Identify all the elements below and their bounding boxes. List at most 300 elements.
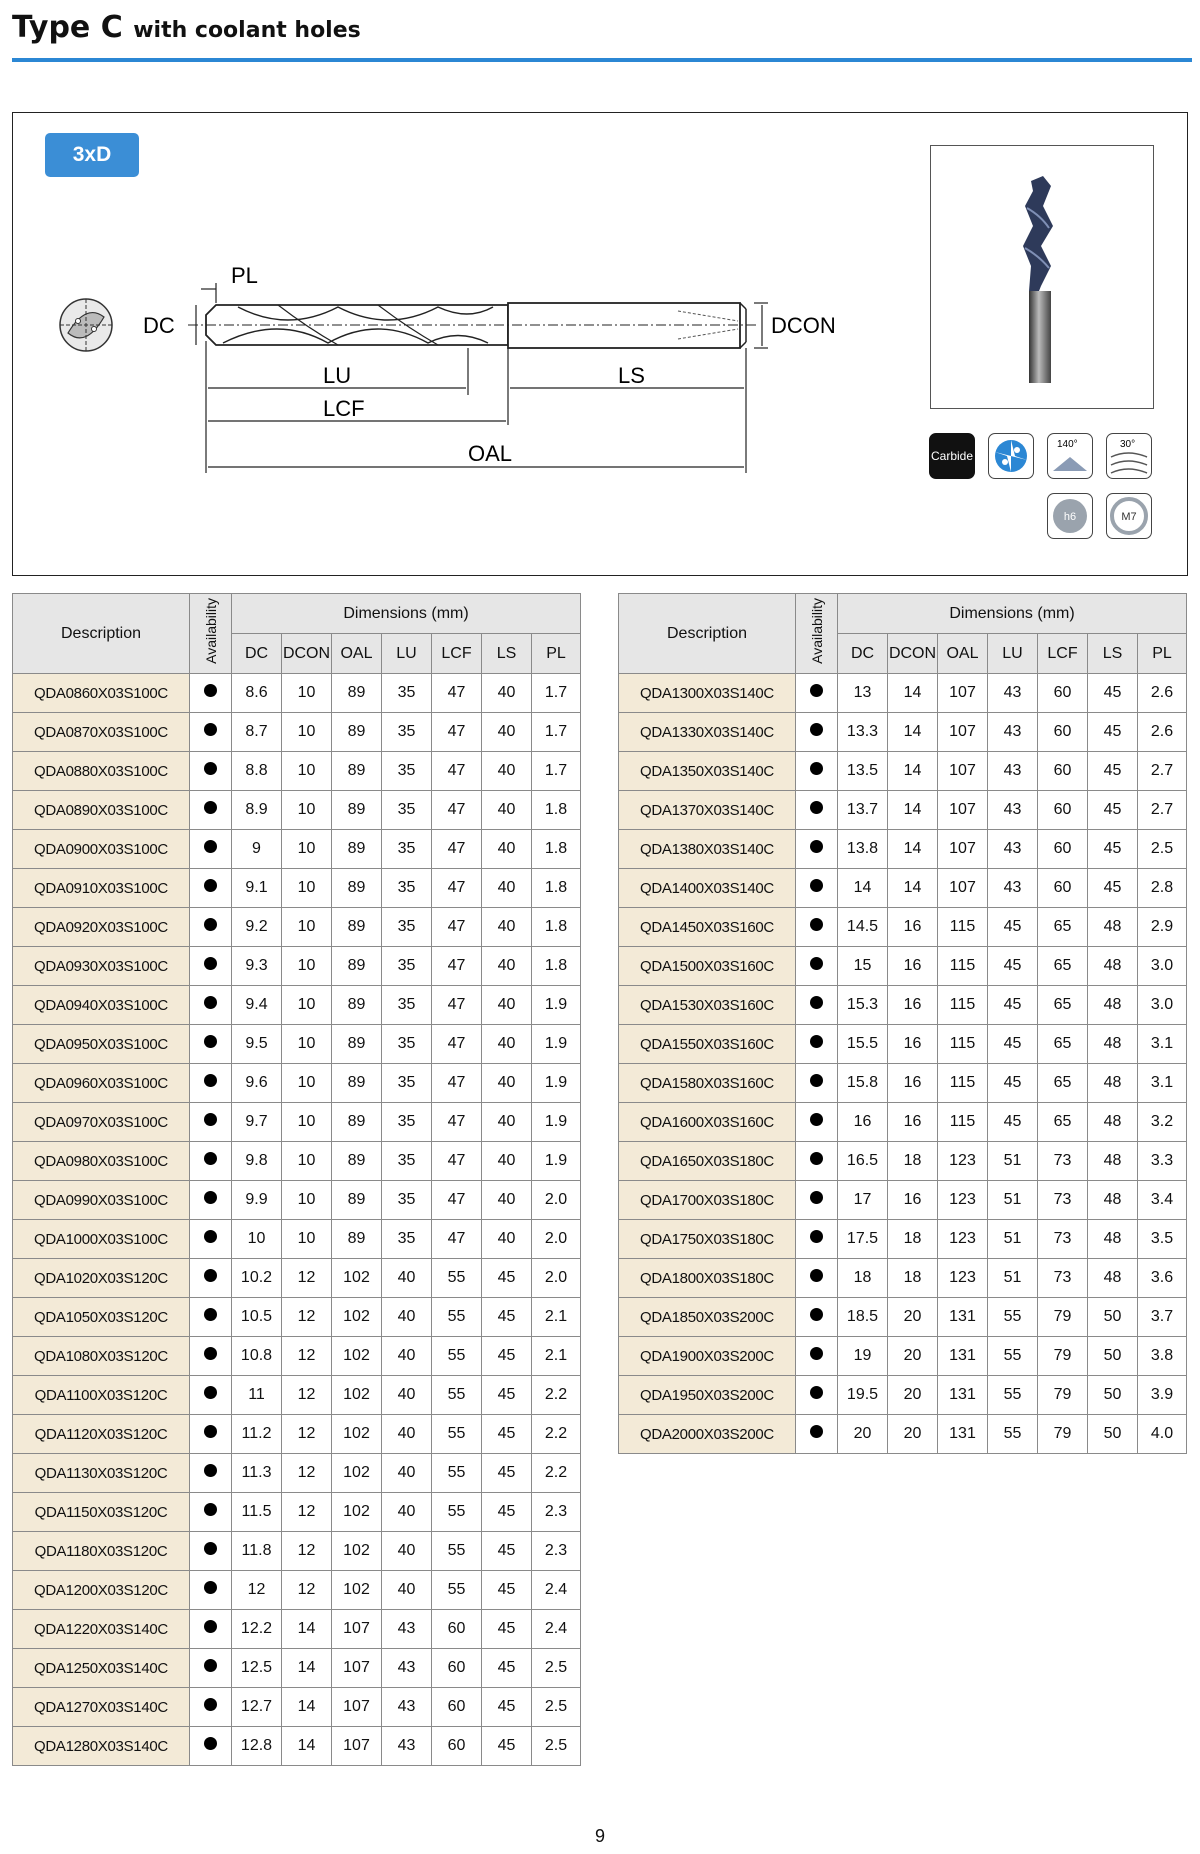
cell-dc: 11.2 xyxy=(232,1415,282,1454)
cell-ls: 45 xyxy=(482,1688,532,1727)
cell-ls: 45 xyxy=(482,1610,532,1649)
cell-pl: 1.9 xyxy=(532,1064,581,1103)
header-lcf: LCF xyxy=(1038,634,1088,674)
cell-ls: 40 xyxy=(482,674,532,713)
availability-dot-icon xyxy=(204,918,217,931)
availability-dot-icon xyxy=(204,1737,217,1750)
cell-dcon: 10 xyxy=(282,1181,332,1220)
cell-dc: 13.3 xyxy=(838,713,888,752)
cell-description: QDA0920X03S100C xyxy=(13,908,190,947)
availability-dot-icon xyxy=(204,1269,217,1282)
cell-lcf: 47 xyxy=(432,908,482,947)
cell-lcf: 73 xyxy=(1038,1220,1088,1259)
header-availability xyxy=(190,594,232,674)
cell-dcon: 10 xyxy=(282,830,332,869)
cell-ls: 45 xyxy=(482,1649,532,1688)
cell-availability xyxy=(796,1181,838,1220)
cell-lcf: 47 xyxy=(432,830,482,869)
cell-dcon: 14 xyxy=(888,752,938,791)
table-row xyxy=(13,1727,581,1766)
cell-dcon: 18 xyxy=(888,1259,938,1298)
cell-dc: 11 xyxy=(232,1376,282,1415)
cell-lcf: 47 xyxy=(432,1220,482,1259)
cell-pl: 3.8 xyxy=(1138,1337,1187,1376)
hole-tolerance-label: M7 xyxy=(1121,511,1137,523)
cell-pl: 1.7 xyxy=(532,713,581,752)
cell-lu: 43 xyxy=(988,830,1038,869)
cell-dc: 9.2 xyxy=(232,908,282,947)
cell-dcon: 16 xyxy=(888,1103,938,1142)
table-row xyxy=(619,791,1187,830)
cell-dc: 8.9 xyxy=(232,791,282,830)
cell-oal: 102 xyxy=(332,1415,382,1454)
cell-dcon: 14 xyxy=(888,869,938,908)
cell-oal: 89 xyxy=(332,869,382,908)
availability-dot-icon xyxy=(810,801,823,814)
header-lu: LU xyxy=(382,634,432,674)
cell-dcon: 10 xyxy=(282,791,332,830)
cell-availability xyxy=(190,1415,232,1454)
cell-lcf: 79 xyxy=(1038,1298,1088,1337)
table-row xyxy=(13,869,581,908)
table-row xyxy=(13,1454,581,1493)
cell-ls: 45 xyxy=(482,1298,532,1337)
cell-lu: 35 xyxy=(382,986,432,1025)
availability-dot-icon xyxy=(204,1191,217,1204)
cell-description: QDA1150X03S120C xyxy=(13,1493,190,1532)
cell-lcf: 60 xyxy=(1038,830,1088,869)
cell-availability xyxy=(796,986,838,1025)
cell-pl: 2.5 xyxy=(532,1649,581,1688)
cell-oal: 102 xyxy=(332,1298,382,1337)
cell-lu: 45 xyxy=(988,1103,1038,1142)
availability-dot-icon xyxy=(204,1074,217,1087)
cell-oal: 102 xyxy=(332,1571,382,1610)
cell-pl: 2.3 xyxy=(532,1532,581,1571)
cell-lu: 35 xyxy=(382,1064,432,1103)
availability-dot-icon xyxy=(810,762,823,775)
cell-lu: 40 xyxy=(382,1415,432,1454)
cell-lcf: 60 xyxy=(1038,674,1088,713)
cell-availability xyxy=(190,1727,232,1766)
cell-oal: 89 xyxy=(332,1025,382,1064)
table-row xyxy=(619,1259,1187,1298)
cell-dc: 13.5 xyxy=(838,752,888,791)
cell-pl: 2.2 xyxy=(532,1454,581,1493)
availability-dot-icon xyxy=(204,957,217,970)
cell-dcon: 12 xyxy=(282,1532,332,1571)
cell-lu: 55 xyxy=(988,1337,1038,1376)
availability-dot-icon xyxy=(810,840,823,853)
cell-dcon: 10 xyxy=(282,674,332,713)
shank-tolerance-icon xyxy=(1047,493,1093,539)
cell-dcon: 20 xyxy=(888,1337,938,1376)
cell-ls: 48 xyxy=(1088,908,1138,947)
cell-lu: 51 xyxy=(988,1142,1038,1181)
availability-dot-icon xyxy=(204,1152,217,1165)
table-row xyxy=(13,1610,581,1649)
cell-lcf: 65 xyxy=(1038,1103,1088,1142)
cell-lu: 35 xyxy=(382,1220,432,1259)
table-row xyxy=(13,1259,581,1298)
cell-lu: 51 xyxy=(988,1259,1038,1298)
cell-dcon: 14 xyxy=(282,1649,332,1688)
cell-dc: 9.4 xyxy=(232,986,282,1025)
cell-oal: 115 xyxy=(938,986,988,1025)
cell-availability xyxy=(190,947,232,986)
cell-availability xyxy=(796,752,838,791)
cell-oal: 115 xyxy=(938,1064,988,1103)
cell-oal: 89 xyxy=(332,1142,382,1181)
cell-availability xyxy=(190,830,232,869)
availability-dot-icon xyxy=(204,996,217,1009)
cell-lu: 45 xyxy=(988,1064,1038,1103)
cell-dcon: 14 xyxy=(282,1610,332,1649)
cell-oal: 102 xyxy=(332,1454,382,1493)
cell-oal: 89 xyxy=(332,908,382,947)
availability-dot-icon xyxy=(810,1347,823,1360)
availability-dot-icon xyxy=(204,840,217,853)
cell-ls: 48 xyxy=(1088,947,1138,986)
cell-ls: 40 xyxy=(482,986,532,1025)
cell-dcon: 10 xyxy=(282,1142,332,1181)
cell-dcon: 10 xyxy=(282,947,332,986)
cell-description: QDA1380X03S140C xyxy=(619,830,796,869)
page-header xyxy=(12,8,1192,64)
table-row xyxy=(619,1376,1187,1415)
cell-dcon: 12 xyxy=(282,1493,332,1532)
cell-lu: 55 xyxy=(988,1298,1038,1337)
cell-dc: 9.5 xyxy=(232,1025,282,1064)
cell-dc: 12.8 xyxy=(232,1727,282,1766)
cell-lcf: 47 xyxy=(432,1181,482,1220)
cell-lu: 35 xyxy=(382,674,432,713)
header-availability xyxy=(796,594,838,674)
cell-pl: 2.5 xyxy=(532,1727,581,1766)
cell-ls: 40 xyxy=(482,1064,532,1103)
availability-label: Availability xyxy=(808,598,825,664)
ratio-badge: 3xD xyxy=(45,133,139,177)
cell-lu: 43 xyxy=(988,791,1038,830)
cell-pl: 2.0 xyxy=(532,1259,581,1298)
cell-lu: 45 xyxy=(988,908,1038,947)
availability-dot-icon xyxy=(204,1035,217,1048)
cell-dc: 9.1 xyxy=(232,869,282,908)
availability-dot-icon xyxy=(204,1386,217,1399)
cell-lu: 43 xyxy=(988,869,1038,908)
page-number: 9 xyxy=(594,1826,605,1846)
cell-lu: 43 xyxy=(988,674,1038,713)
cell-description: QDA1350X03S140C xyxy=(619,752,796,791)
title-divider xyxy=(12,58,1192,62)
cell-dcon: 10 xyxy=(282,1025,332,1064)
cell-dcon: 12 xyxy=(282,1298,332,1337)
cell-availability xyxy=(796,1064,838,1103)
cell-description: QDA1120X03S120C xyxy=(13,1415,190,1454)
availability-dot-icon xyxy=(204,1659,217,1672)
cell-ls: 40 xyxy=(482,908,532,947)
availability-dot-icon xyxy=(204,1425,217,1438)
cell-pl: 1.8 xyxy=(532,908,581,947)
cell-dcon: 14 xyxy=(888,830,938,869)
cell-availability xyxy=(190,1025,232,1064)
cell-dc: 12 xyxy=(232,1571,282,1610)
cell-pl: 2.2 xyxy=(532,1376,581,1415)
cell-dc: 10.2 xyxy=(232,1259,282,1298)
cell-pl: 3.7 xyxy=(1138,1298,1187,1337)
cell-pl: 3.9 xyxy=(1138,1376,1187,1415)
cell-dcon: 18 xyxy=(888,1220,938,1259)
cell-ls: 45 xyxy=(1088,752,1138,791)
availability-dot-icon xyxy=(810,1269,823,1282)
header-oal: OAL xyxy=(332,634,382,674)
cell-description: QDA1370X03S140C xyxy=(619,791,796,830)
cell-lu: 40 xyxy=(382,1337,432,1376)
cell-oal: 102 xyxy=(332,1376,382,1415)
table-row xyxy=(13,713,581,752)
cell-dc: 12.2 xyxy=(232,1610,282,1649)
table-row xyxy=(13,752,581,791)
cell-oal: 107 xyxy=(938,830,988,869)
cell-dc: 20 xyxy=(838,1415,888,1454)
cell-pl: 1.8 xyxy=(532,869,581,908)
cell-availability xyxy=(796,1415,838,1454)
label-oal: OAL xyxy=(468,441,513,466)
cell-availability xyxy=(190,1259,232,1298)
header-dcon: DCON xyxy=(888,634,938,674)
drill-spec-panel xyxy=(12,112,1188,576)
cell-description: QDA0860X03S100C xyxy=(13,674,190,713)
cell-dcon: 18 xyxy=(888,1142,938,1181)
cell-pl: 2.4 xyxy=(532,1610,581,1649)
table-row xyxy=(619,1415,1187,1454)
cell-lcf: 60 xyxy=(1038,752,1088,791)
cell-lu: 35 xyxy=(382,830,432,869)
cell-oal: 89 xyxy=(332,1181,382,1220)
header-oal: OAL xyxy=(938,634,988,674)
cell-dc: 13.8 xyxy=(838,830,888,869)
cell-dc: 13 xyxy=(838,674,888,713)
cell-pl: 3.2 xyxy=(1138,1103,1187,1142)
cell-description: QDA0900X03S100C xyxy=(13,830,190,869)
cell-dcon: 16 xyxy=(888,908,938,947)
cell-availability xyxy=(190,1181,232,1220)
cell-dc: 8.8 xyxy=(232,752,282,791)
cell-dc: 12.7 xyxy=(232,1688,282,1727)
cell-lu: 40 xyxy=(382,1259,432,1298)
cell-description: QDA0890X03S100C xyxy=(13,791,190,830)
cell-lu: 45 xyxy=(988,986,1038,1025)
cell-description: QDA1200X03S120C xyxy=(13,1571,190,1610)
table-row xyxy=(619,1298,1187,1337)
cell-oal: 123 xyxy=(938,1181,988,1220)
cell-dcon: 10 xyxy=(282,986,332,1025)
cell-description: QDA1250X03S140C xyxy=(13,1649,190,1688)
cell-lcf: 73 xyxy=(1038,1181,1088,1220)
cell-availability xyxy=(190,908,232,947)
cell-pl: 1.9 xyxy=(532,1025,581,1064)
table-row xyxy=(13,674,581,713)
cell-description: QDA1450X03S160C xyxy=(619,908,796,947)
cell-lcf: 65 xyxy=(1038,1025,1088,1064)
cell-oal: 107 xyxy=(938,869,988,908)
cell-description: QDA0930X03S100C xyxy=(13,947,190,986)
table-row xyxy=(619,1064,1187,1103)
cell-dc: 19.5 xyxy=(838,1376,888,1415)
availability-dot-icon xyxy=(204,1503,217,1516)
cell-lcf: 55 xyxy=(432,1571,482,1610)
cell-description: QDA1900X03S200C xyxy=(619,1337,796,1376)
cell-dcon: 16 xyxy=(888,947,938,986)
cell-lcf: 65 xyxy=(1038,986,1088,1025)
cell-dcon: 10 xyxy=(282,752,332,791)
cell-oal: 89 xyxy=(332,791,382,830)
table-row xyxy=(619,1142,1187,1181)
cell-ls: 48 xyxy=(1088,1220,1138,1259)
cell-lu: 45 xyxy=(988,947,1038,986)
availability-dot-icon xyxy=(204,1308,217,1321)
cell-lcf: 60 xyxy=(432,1727,482,1766)
cell-ls: 48 xyxy=(1088,1142,1138,1181)
cell-lu: 35 xyxy=(382,791,432,830)
table-row xyxy=(619,869,1187,908)
cell-description: QDA1080X03S120C xyxy=(13,1337,190,1376)
cell-lu: 43 xyxy=(382,1610,432,1649)
cell-lcf: 47 xyxy=(432,752,482,791)
cell-lcf: 47 xyxy=(432,947,482,986)
cell-oal: 89 xyxy=(332,1103,382,1142)
cell-description: QDA1220X03S140C xyxy=(13,1610,190,1649)
cell-lu: 43 xyxy=(988,713,1038,752)
label-dcon: DCON xyxy=(771,313,836,338)
cell-oal: 107 xyxy=(332,1688,382,1727)
cell-availability xyxy=(796,1220,838,1259)
cell-ls: 45 xyxy=(1088,791,1138,830)
table-row xyxy=(13,947,581,986)
cell-dcon: 10 xyxy=(282,1064,332,1103)
cell-lu: 51 xyxy=(988,1181,1038,1220)
cell-oal: 107 xyxy=(938,713,988,752)
cell-availability xyxy=(796,869,838,908)
cell-pl: 3.0 xyxy=(1138,986,1187,1025)
cell-oal: 115 xyxy=(938,1103,988,1142)
cell-ls: 40 xyxy=(482,791,532,830)
cell-oal: 131 xyxy=(938,1298,988,1337)
availability-dot-icon xyxy=(810,918,823,931)
cell-ls: 40 xyxy=(482,752,532,791)
table-row xyxy=(13,1142,581,1181)
cell-dcon: 14 xyxy=(282,1727,332,1766)
cell-dcon: 14 xyxy=(888,791,938,830)
cell-dc: 13.7 xyxy=(838,791,888,830)
cell-lu: 43 xyxy=(988,752,1038,791)
availability-dot-icon xyxy=(810,1035,823,1048)
cell-description: QDA1050X03S120C xyxy=(13,1298,190,1337)
cell-lcf: 60 xyxy=(432,1688,482,1727)
cell-description: QDA0980X03S100C xyxy=(13,1142,190,1181)
table-row xyxy=(619,1103,1187,1142)
cell-description: QDA1550X03S160C xyxy=(619,1025,796,1064)
cell-availability xyxy=(796,830,838,869)
availability-dot-icon xyxy=(810,1074,823,1087)
table-row xyxy=(13,1376,581,1415)
cell-availability xyxy=(190,791,232,830)
cell-oal: 123 xyxy=(938,1259,988,1298)
cell-oal: 89 xyxy=(332,947,382,986)
cell-description: QDA1600X03S160C xyxy=(619,1103,796,1142)
cell-pl: 2.5 xyxy=(532,1688,581,1727)
availability-dot-icon xyxy=(204,801,217,814)
cell-pl: 1.8 xyxy=(532,830,581,869)
cell-ls: 45 xyxy=(482,1454,532,1493)
table-row xyxy=(619,674,1187,713)
cell-description: QDA0940X03S100C xyxy=(13,986,190,1025)
spec-table-right xyxy=(618,593,1187,1454)
cell-oal: 115 xyxy=(938,947,988,986)
availability-dot-icon xyxy=(204,1230,217,1243)
label-lcf: LCF xyxy=(323,396,365,421)
cell-lu: 40 xyxy=(382,1493,432,1532)
cell-dc: 8.6 xyxy=(232,674,282,713)
cell-availability xyxy=(190,674,232,713)
cell-oal: 89 xyxy=(332,1064,382,1103)
cell-pl: 2.3 xyxy=(532,1493,581,1532)
cell-oal: 123 xyxy=(938,1142,988,1181)
cell-ls: 50 xyxy=(1088,1337,1138,1376)
cell-description: QDA1400X03S140C xyxy=(619,869,796,908)
cell-dc: 11.3 xyxy=(232,1454,282,1493)
cell-lcf: 79 xyxy=(1038,1376,1088,1415)
cell-lcf: 65 xyxy=(1038,908,1088,947)
cell-dc: 18 xyxy=(838,1259,888,1298)
cell-lu: 51 xyxy=(988,1220,1038,1259)
cell-availability xyxy=(796,791,838,830)
cell-dcon: 14 xyxy=(282,1688,332,1727)
cell-lcf: 60 xyxy=(1038,869,1088,908)
header-dc: DC xyxy=(838,634,888,674)
cell-ls: 45 xyxy=(482,1415,532,1454)
table-row xyxy=(619,752,1187,791)
point-angle-label: 140° xyxy=(1057,439,1078,450)
cell-ls: 40 xyxy=(482,1142,532,1181)
product-photo xyxy=(930,145,1154,409)
cell-availability xyxy=(190,1571,232,1610)
cell-lcf: 47 xyxy=(432,1025,482,1064)
cell-dc: 11.8 xyxy=(232,1532,282,1571)
cell-lcf: 65 xyxy=(1038,947,1088,986)
table-row xyxy=(619,713,1187,752)
cell-dcon: 16 xyxy=(888,1064,938,1103)
cell-availability xyxy=(190,1493,232,1532)
table-row xyxy=(619,1025,1187,1064)
table-row xyxy=(619,1220,1187,1259)
point-angle-icon xyxy=(1047,433,1093,479)
label-lu: LU xyxy=(323,363,352,388)
cell-dcon: 16 xyxy=(888,1025,938,1064)
cell-pl: 1.7 xyxy=(532,752,581,791)
cell-description: QDA1650X03S180C xyxy=(619,1142,796,1181)
cell-oal: 89 xyxy=(332,674,382,713)
cell-pl: 2.1 xyxy=(532,1298,581,1337)
cell-oal: 107 xyxy=(938,674,988,713)
availability-dot-icon xyxy=(810,1152,823,1165)
cell-dcon: 10 xyxy=(282,869,332,908)
cell-dc: 14 xyxy=(838,869,888,908)
cell-ls: 48 xyxy=(1088,1064,1138,1103)
cell-lu: 35 xyxy=(382,1142,432,1181)
cell-pl: 3.3 xyxy=(1138,1142,1187,1181)
cell-description: QDA0950X03S100C xyxy=(13,1025,190,1064)
